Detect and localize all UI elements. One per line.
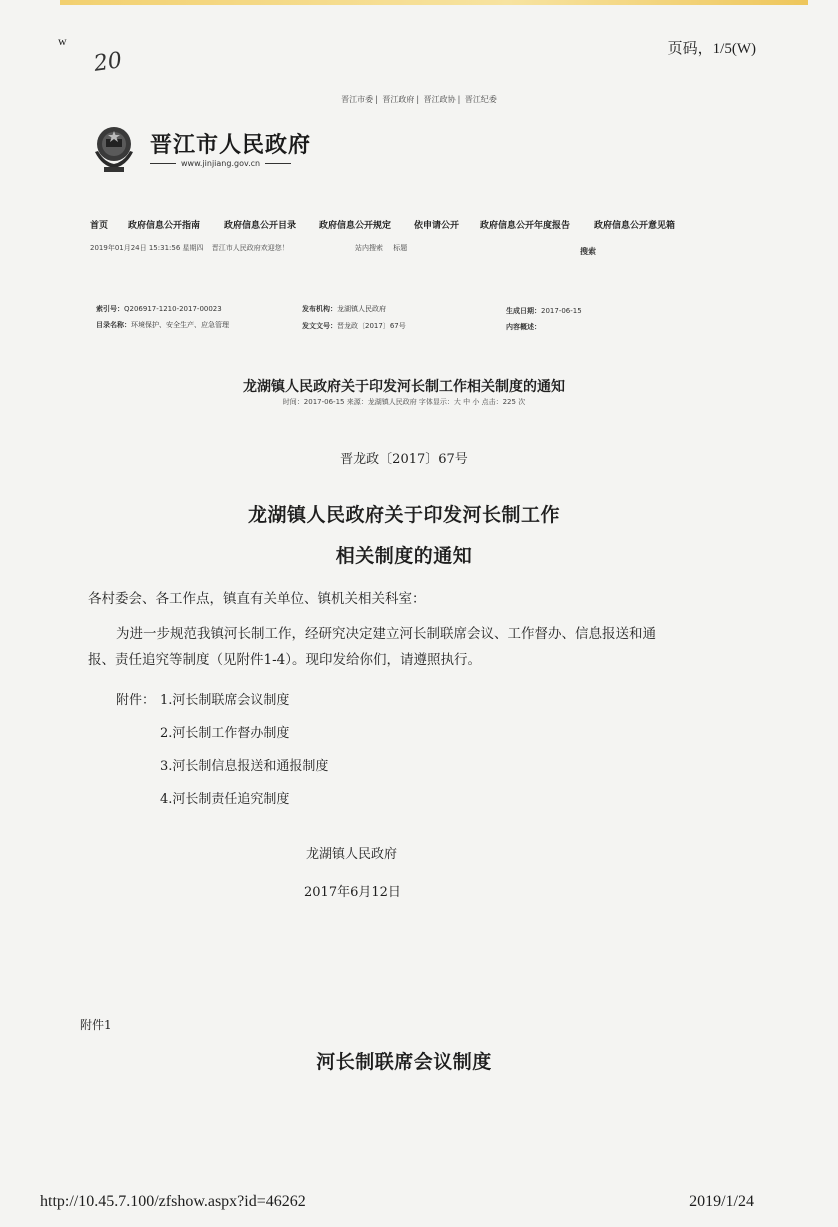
nav-feedback-box[interactable]: 政府信息公开意见箱 bbox=[594, 221, 676, 231]
main-nav bbox=[90, 218, 675, 231]
nav-apply-disclosure[interactable]: 依申请公开 bbox=[414, 221, 460, 231]
url-rule-right bbox=[265, 163, 291, 164]
meta-index-label: 索引号： bbox=[96, 305, 124, 313]
meta-publisher-value: 龙湖镇人民政府 bbox=[337, 305, 386, 313]
meta-publisher-label: 发布机构： bbox=[302, 305, 337, 313]
meta-catalog-value: 环境保护、安全生产、应急管理 bbox=[131, 321, 229, 329]
document-body-line1: 为进一步规范我镇河长制工作，经研究决定建立河长制联席会议、工作督办、信息报送和通 bbox=[116, 626, 656, 642]
welcome-text: 晋江市人民政府欢迎您！ bbox=[211, 244, 289, 252]
meta-index bbox=[96, 304, 222, 314]
annex-title: 河长制联席会议制度 bbox=[316, 1051, 492, 1073]
meta-generated-value: 2017-06-15 bbox=[541, 307, 582, 315]
nav-disclosure-guide[interactable]: 政府信息公开指南 bbox=[128, 221, 201, 231]
document-body-line2: 报、责任追究等制度（见附件1-4）。现印发给你们，请遵照执行。 bbox=[88, 652, 481, 668]
meta-publisher bbox=[302, 304, 386, 314]
nav-disclosure-rules[interactable]: 政府信息公开规定 bbox=[319, 221, 392, 231]
attachment-item: 3.河长制信息报送和通报制度 bbox=[160, 759, 329, 774]
scan-corner-mark: w bbox=[58, 34, 67, 48]
handwritten-page-number: 20 bbox=[92, 48, 124, 77]
attachment-item: 2.河长制工作督办制度 bbox=[160, 726, 290, 741]
article-subinfo: 时间：2017-06-15 来源：龙湖镇人民政府 字体显示：大 中 小 点击：225 次 bbox=[282, 398, 526, 406]
document-number: 晋龙政〔2017〕67号 bbox=[340, 452, 468, 467]
attachments-label: 附件： bbox=[116, 693, 156, 708]
top-link-government[interactable]: 晋江政府 bbox=[382, 95, 415, 104]
meta-summary bbox=[506, 322, 541, 332]
attachment-item: 1.河长制联席会议制度 bbox=[160, 693, 290, 708]
info-bar bbox=[90, 243, 289, 253]
search-field-select[interactable]: 标题 bbox=[393, 244, 408, 252]
national-emblem-icon bbox=[90, 122, 138, 174]
top-links-bar: 晋江市委 | 晋江政府 | 晋江政协 | 晋江纪委 bbox=[341, 95, 497, 104]
meta-docno-label: 发文文号： bbox=[302, 322, 337, 330]
attachment-item: 4.河长制责任追究制度 bbox=[160, 792, 290, 807]
print-footer-url: http://10.45.7.100/zfshow.aspx?id=46262 bbox=[40, 1193, 306, 1210]
article-title: 龙湖镇人民政府关于印发河长制工作相关制度的通知 bbox=[243, 379, 565, 395]
meta-catalog-label: 目录名称： bbox=[96, 321, 131, 329]
top-link-cppcc[interactable]: 晋江政协 bbox=[423, 95, 456, 104]
meta-generated-label: 生成日期： bbox=[506, 307, 541, 315]
document-addressee: 各村委会、各工作点，镇直有关单位、镇机关相关科室： bbox=[88, 591, 426, 607]
meta-index-value: Q206917-1210-2017-00023 bbox=[124, 305, 222, 313]
annex-label: 附件1 bbox=[80, 1018, 112, 1032]
page-counter: 页码，1/5(W) bbox=[667, 41, 756, 57]
top-link-municipal-committee[interactable]: 晋江市委 bbox=[341, 95, 374, 104]
document-title-line1: 龙湖镇人民政府关于印发河长制工作 bbox=[247, 504, 560, 526]
top-link-discipline-committee[interactable]: 晋江纪委 bbox=[464, 95, 497, 104]
meta-docno-value: 晋龙政〔2017〕67号 bbox=[337, 322, 406, 330]
print-footer-date: 2019/1/24 bbox=[689, 1193, 754, 1210]
site-name: 晋江市人民政府 bbox=[150, 133, 312, 158]
signing-date: 2017年6月12日 bbox=[304, 885, 401, 900]
site-url-text: www.jinjiang.gov.cn bbox=[181, 159, 261, 168]
current-datetime: 2019年01月24日 15:31:56 星期四 bbox=[90, 244, 204, 252]
site-search bbox=[355, 243, 407, 253]
meta-catalog bbox=[96, 320, 229, 330]
scan-top-edge bbox=[60, 0, 808, 5]
url-rule-left bbox=[150, 163, 176, 164]
meta-generated bbox=[506, 306, 582, 316]
meta-summary-label: 内容概述： bbox=[506, 323, 541, 331]
nav-disclosure-catalog[interactable]: 政府信息公开目录 bbox=[224, 221, 297, 231]
nav-annual-report[interactable]: 政府信息公开年度报告 bbox=[480, 221, 571, 231]
search-button[interactable]: 搜索 bbox=[580, 247, 596, 256]
document-title-line2: 相关制度的通知 bbox=[335, 545, 473, 567]
signer: 龙湖镇人民政府 bbox=[306, 847, 398, 862]
meta-docno bbox=[302, 321, 406, 331]
site-search-label: 站内搜索 bbox=[355, 244, 383, 252]
site-url bbox=[150, 159, 291, 168]
nav-home[interactable]: 首页 bbox=[90, 221, 109, 231]
